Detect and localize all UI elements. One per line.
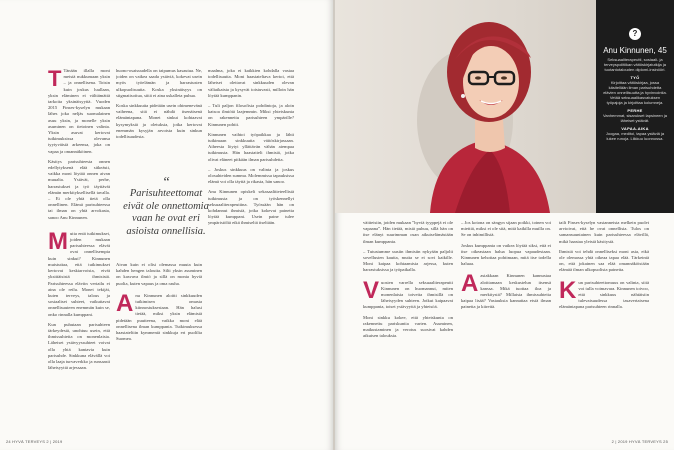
quote-mark-icon: “ <box>162 175 170 190</box>
left-folio: 24 HYVÄ TERVEYS 2 | 2019 <box>6 439 63 444</box>
pull-quote <box>122 175 210 238</box>
left-col1-paragraph-4: Kun puhutaan parisuhteen tärkeydestä, unohtuu usein, että ihmissuhteita on monenlaisia. Läheiset ystävyyssuhteet voivat olla yhtä kantavia kuin parisuhde. Sinkkuna elävällä voi olla laaja turvaverkko ja runsaasti läheisyyttä arjessaan. <box>48 321 110 371</box>
left-column-2-top <box>116 68 202 168</box>
left-col1-paragraph-3: utta entä tutkimukset, joiden mukaan parisuhteessa elävät ovat onnellisempia kuin sinkut? Kinnunen muistuttaa, että tutkimukset kertovat keskiarvoista, eivät yksittäisistä ihmisistä. Parisuhteessa eläviin vertailu ei aina ole reilu. Monet tekijät, kuten terveys, talous ja sosiaaliset suhteet, vaikuttavat onnellisuuteen enemmän kuin se, onko rinnalla kumppani. <box>48 230 110 317</box>
pull-quote-text: Parisuhteettomat eivät ole onnettomia vaan he ovat eri asioista onnellisia. <box>123 188 209 237</box>
free-time-text: Joogaa, meditoi, tapaa ystäviä ja lukee runoja. Liikkuu luonnossa. <box>605 131 665 141</box>
left-col3-paragraph-1: maalma, joka ei kaikkien kohdalla vastaa todellisuutta. Moni haastateltava kertoi, että läheiset olettavat sinkkuuden olevan väliaikaista ja kysyvät toistuvasti, milloin hän löytää kumppanin. <box>208 68 294 98</box>
right-col1-paragraph-2: – Tutustumme uusiin ihmisiin nykyään paljolti sovellusten kautta, mutta se ei sovi kaikille. Moni kaipaa kohtaamisia arjessa, kuten harrastuksissa ja työpaikalla. <box>363 248 453 273</box>
left-col2-paragraph-4: nu Kinnunen aloitti sinkkuuden tutkimisen omasta kiinnostuksestaan. Hän halusi tietää, miksi yksin elämistä pidetään puutteena, vaikka moni elää onnellisena ilman kumppania. Tutkimuksessa haastateltiin kymmeniä sinkkuja eri puolilta Suomea. <box>116 292 202 342</box>
right-col1-paragraph-4: Moni sinkku kokee, että yhteiskunta on rakennettu pariskuntia varten. Asuminen, matkustaminen ja verotus suosivat kahden aikuisen talouksia. <box>363 314 453 339</box>
right-col2-paragraph-3: asiakkaan Kinnunen kannustaa aloittamaan keskustelun itsensä kanssa. Mikä tuottaa iloa ja merkitystä? Millaisia ihmissuhteita kaipaa lisää? Vastauksia kannattaa etsiä ilman painetta ja kiirettä. <box>461 273 551 310</box>
left-col3-paragraph-2: – Tuli paljon filosofisia pohdintoja, ja aloin katsoa ilmiötä laajemmin. Miksi yhteiskunta on rakennettu parisuhteen ympärille? Kinnunen pohtii. <box>208 103 294 127</box>
portrait-photo <box>335 0 674 213</box>
left-column-3 <box>208 68 294 438</box>
family-text: Vanhemmat, sisarukset lapsineen ja läheiset ystävät. <box>603 113 667 123</box>
person-name: Anu Kinnunen, 45 <box>603 46 667 55</box>
work-label: TYÖ <box>630 75 640 80</box>
right-column-1: väitteisiin, joiden mukaan ”hyviä tyyppejä ei ole vapaana”. Hän tietää, mistä puhuu, sillä hän on itse elänyt suurimman osan aikuiselämästään ilman kumppania. – Tutustumme uusiin ihmisiin nykyään paljolti sovellusten kautta, mutta se ei sovi kaikille. Moni kaipaa kohtaamisia arjessa, kuten harrastuksissa ja työpaikalla. Vuosien varrella seksuaaliterapeutti Kinnunen on huomannut, miten monenlaisia toiveita ihmisillä on läheisyyden suhteen. Jotkut kaipaavat kumppania, toiset ystävyyttä ja yhteisöä. Moni sinkku kokee, että yhteiskunta on rakennettu pariskuntia varten. Asuminen, matkustaminen ja verotus suosivat kahden aikuisen talouksia. <box>363 220 453 339</box>
left-col3-paragraph-3: Kinnunen vaihtoi työpaikkaa ja lähti tutkimaan sinkkuutta väitöskirjassaan. Aiheesta löytyi yllättävän vähän aiempaa tutkimusta. Hän haastatteli ihmisiä, jotka olivat eläneet pitkään ilman parisuhdetta. <box>208 131 294 162</box>
right-column-2: – Jos kotona on sängyn sijaan poikki, toinen voi miettiä, miksi ei ole sitä, mitä kaikilla muilla on. Se on inhimillistä. Joskus kumppania on vaikea löytää siksi, että ei itse oikeastaan halua luopua vapaudestaan. Kinnunen kehottaa pohtimaan, mitä itse todella haluaa. Aasiakkaan Kinnunen kannustaa aloittamaan keskustelun itsensä kanssa. Mikä tuottaa iloa ja merkitystä? Millaisia ihmissuhteita kaipaa lisää? Vastauksia kannattaa etsiä ilman painetta ja kiirettä. <box>461 220 551 310</box>
work-text: Kirjoittaa väitöskirjaa, jossa käsitellään ilman parisuhdetta elävien onnellisuutta ja hyvinvointia. Vetää seksuaalikasvatuksen työpajoja ja kirjoittaa kolumneja. <box>603 80 667 105</box>
right-col1-paragraph-1: väitteisiin, joiden mukaan ”hyviä tyyppejä ei ole vapaana”. Hän tietää, mistä puhuu, sillä hän on itse elänyt suurimman osan aikuiselämästään ilman kumppania. <box>363 220 453 244</box>
left-column-2-bottom: Aivan kuin ei olisi olemassa muuta kuin kahden hengen taloutta. Silti yksin asuminen on kasvava ilmiö ja sillä on monia hyviä puolia, kuten vapaus ja oma rauha. Anu Kinnunen aloitti sinkkuuden tutkimisen omasta kiinnostuksestaan. Hän halusi tietää, miksi yksin elämistä pidetään puutteena, vaikka moni elää onnellisena ilman kumppania. Tutkimuksessa haastateltiin kymmeniä sinkkuja eri puolilta Suomea. <box>116 262 202 342</box>
left-col2-paragraph-2: Koska sinkkuutta pidetään usein ohimenevänä vaiheena, sitä ei nähdä itsenäisenä elämäntapana. Monet sinkut kohtaavat kysymyksiä ja oletuksia, jotka kertovat enemmän kysyjän arvoista kuin sinkun todellisuudesta. <box>116 103 202 140</box>
left-col2-paragraph-1: huono-osaisuudella on taipumus kasautua. Ne, joiden on vaikea saada ystäviä, kokevat usein myös työelämän ja harrastusten ulkopuolisuutta. Koska yksinäisyys on stigmatisoitua, siitä ei aina uskalleta puhua. <box>116 68 202 98</box>
left-col1-paragraph-1: Tänään illalla moni meistä nukkumaan yksin – ja onnellisena. Toisin kuin joskus luullaan, yksin eläminen ei välttämättä tarkoita yksinäisyyttä. Vuoden 2015 Finses-kyselyn mukaan lähes joka neljäs suomalainen asuu yksin, ja monelle yksin asuminen on tietoinen valinta. Yksin asuvat kertovat tutkimuksissa olevansa tyytyväisiä arkeensa, joka on vapaa ja omannäköinen. <box>48 68 110 154</box>
person-title: Seksuaaliterapeutti, sosiaali- ja terveyspolitiikan väitöskirjatutkija ja tuotantotalouden diplomi-insinööri. <box>603 57 667 72</box>
left-col1-paragraph-2: Käsitys parisuhteesta onnen edellytyksenä elää sitkeästi, vaikka moni löytää onnen aivan muualta. Ystävät, perhe, harrastukset ja työ täyttävät elämän merkityksellisellä tavalla. – Ei ole yhtä tietä olla onnellinen. Elämä parisuhteessa tai ilman on yhtä arvokasta, sanoo Anu Kinnunen. <box>48 158 110 220</box>
free-time-label: VAPAA-AIKA <box>621 126 649 131</box>
info-sidebar <box>596 0 674 213</box>
family-label: PERHE <box>627 108 643 113</box>
right-col3-paragraph-3: un parisuhteettomuus on valinta, siitä voi tulla voimavara. Kinnunen toivoo, että sinkkuus nähtäisiin tulevaisuudessa tasavertaisena elämäntapana parisuhteen rinnalla. <box>559 279 649 310</box>
right-page <box>335 0 674 450</box>
right-folio: 2 | 2019 HYVÄ TERVEYS 25 <box>611 439 668 444</box>
left-column-1: T Tänään illalla moni meistä nukkumaan yksin – ja onnellisena. Toisin kuin joskus luullaan, yksin eläminen ei välttämättä tarkoita yksinäisyyttä. Vuoden 2015 Finses-kyselyn mukaan lähes joka neljäs suomalainen asuu yksin, ja monelle yksin asuminen on tietoinen valinta. Yksin asuvat kertovat tutkimuksissa olevansa tyytyväisiä arkeensa, joka on vapaa ja omannäköinen. Käsitys parisuhteesta onnen edellytyksenä elää sitkeästi, vaikka moni löytää onnen aivan muualta. Ystävät, perhe, harrastukset ja työ täyttävät elämän merkityksellisellä tavalla. – Ei ole yhtä tietä olla onnellinen. Elämä parisuhteessa tai ilman on yhtä arvokasta, sanoo Anu Kinnunen. Mutta entä tutkimukset, joiden mukaan parisuhteessa elävät ovat onnellisempia kuin sinkut? Kinnunen muistuttaa, että tutkimukset kertovat keskiarvoista, eivät yksittäisistä ihmisistä. Parisuhteessa eläviin vertailu ei aina ole reilu. Monet tekijät, kuten terveys, talous ja sosiaaliset suhteet, vaikuttavat onnellisuuteen enemmän kuin se, onko rinnalla kumppani. Kun puhutaan parisuhteen tärkeydestä, unohtuu usein, että ihmissuhteita on monenlaisia. Läheiset ystävyyssuhteet voivat olla yhtä kantavia kuin parisuhde. Sinkkuna elävällä voi olla laaja turvaverkko ja runsaasti läheisyyttä arjessaan. <box>48 68 110 371</box>
right-col3-paragraph-2: Ihmistä voi tehdä onnelliseksi moni asia, eikä ole olemassa yhtä oikeaa tapaa elää. Tärkeintä on, että jokainen saa elää omannäköistään elämää ilman ulkopuolista painetta. <box>559 248 649 273</box>
right-column-3: tailt Finses-kyselyn vastanneista melkein puolet arvioivat, että he ovat onnellisia. Tulos on samansuuntainen kuin parisuhteessa elävillä, mikä haastaa yleistä käsitystä. Ihmistä voi tehdä onnelliseksi moni asia, eikä ole olemassa yhtä oikeaa tapaa elää. Tärkeintä on, että jokainen saa elää omannäköistään elämää ilman ulkopuolista painetta. Kun parisuhteettomuus on valinta, siitä voi tulla voimavara. Kinnunen toivoo, että sinkkuus nähtäisiin tulevaisuudessa tasavertaisena elämäntapana parisuhteen rinnalla. <box>559 220 649 310</box>
question-badge-icon: ? <box>629 28 641 40</box>
right-col3-paragraph-1: tailt Finses-kyselyn vastanneista melkein puolet arvioivat, että he ovat onnellisia. Tulos on samansuuntainen kuin parisuhteessa elävillä, mikä haastaa yleistä käsitystä. <box>559 220 649 244</box>
left-col3-paragraph-4: – Joskus sinkkuus on valinta ja joskus olosuhteiden summa. Molemmissa tapauksissa elämä voi olla täyttä ja rikasta, hän sanoo. <box>208 166 294 185</box>
left-col3-paragraph-5: Anu Kinnunen opiskeli sekasaalitieteellistä tutkimusta ja on työskennellyt seksuaaliterapeuttina. Työssään hän on kohdannut ihmisiä, jotka kokevat painetta löytää kumppani. Usein paine tulee ympäristöltä eikä ihmiseltä itseltään. <box>208 189 294 226</box>
left-page <box>0 0 333 450</box>
left-col2-paragraph-3: Aivan kuin ei olisi olemassa muuta kuin kahden hengen taloutta. Silti yksin asuminen on kasvava ilmiö ja sillä on monia hyviä puolia, kuten vapaus ja oma rauha. <box>116 262 202 286</box>
right-col1-paragraph-3: uosien varrella seksuaaliterapeutti Kinnunen on huomannut, miten monenlaisia toiveita ihmisillä on läheisyyden suhteen. Jotkut kaipaavat kumppania, toiset ystävyyttä ja yhteisöä. <box>363 279 453 310</box>
right-col2-paragraph-2: Joskus kumppania on vaikea löytää siksi, että ei itse oikeastaan halua luopua vapaudestaan. Kinnunen kehottaa pohtimaan, mitä itse todella haluaa. <box>461 242 551 267</box>
right-col2-paragraph-1: – Jos kotona on sängyn sijaan poikki, toinen voi miettiä, miksi ei ole sitä, mitä kaikilla muilla on. Se on inhimillistä. <box>461 220 551 238</box>
